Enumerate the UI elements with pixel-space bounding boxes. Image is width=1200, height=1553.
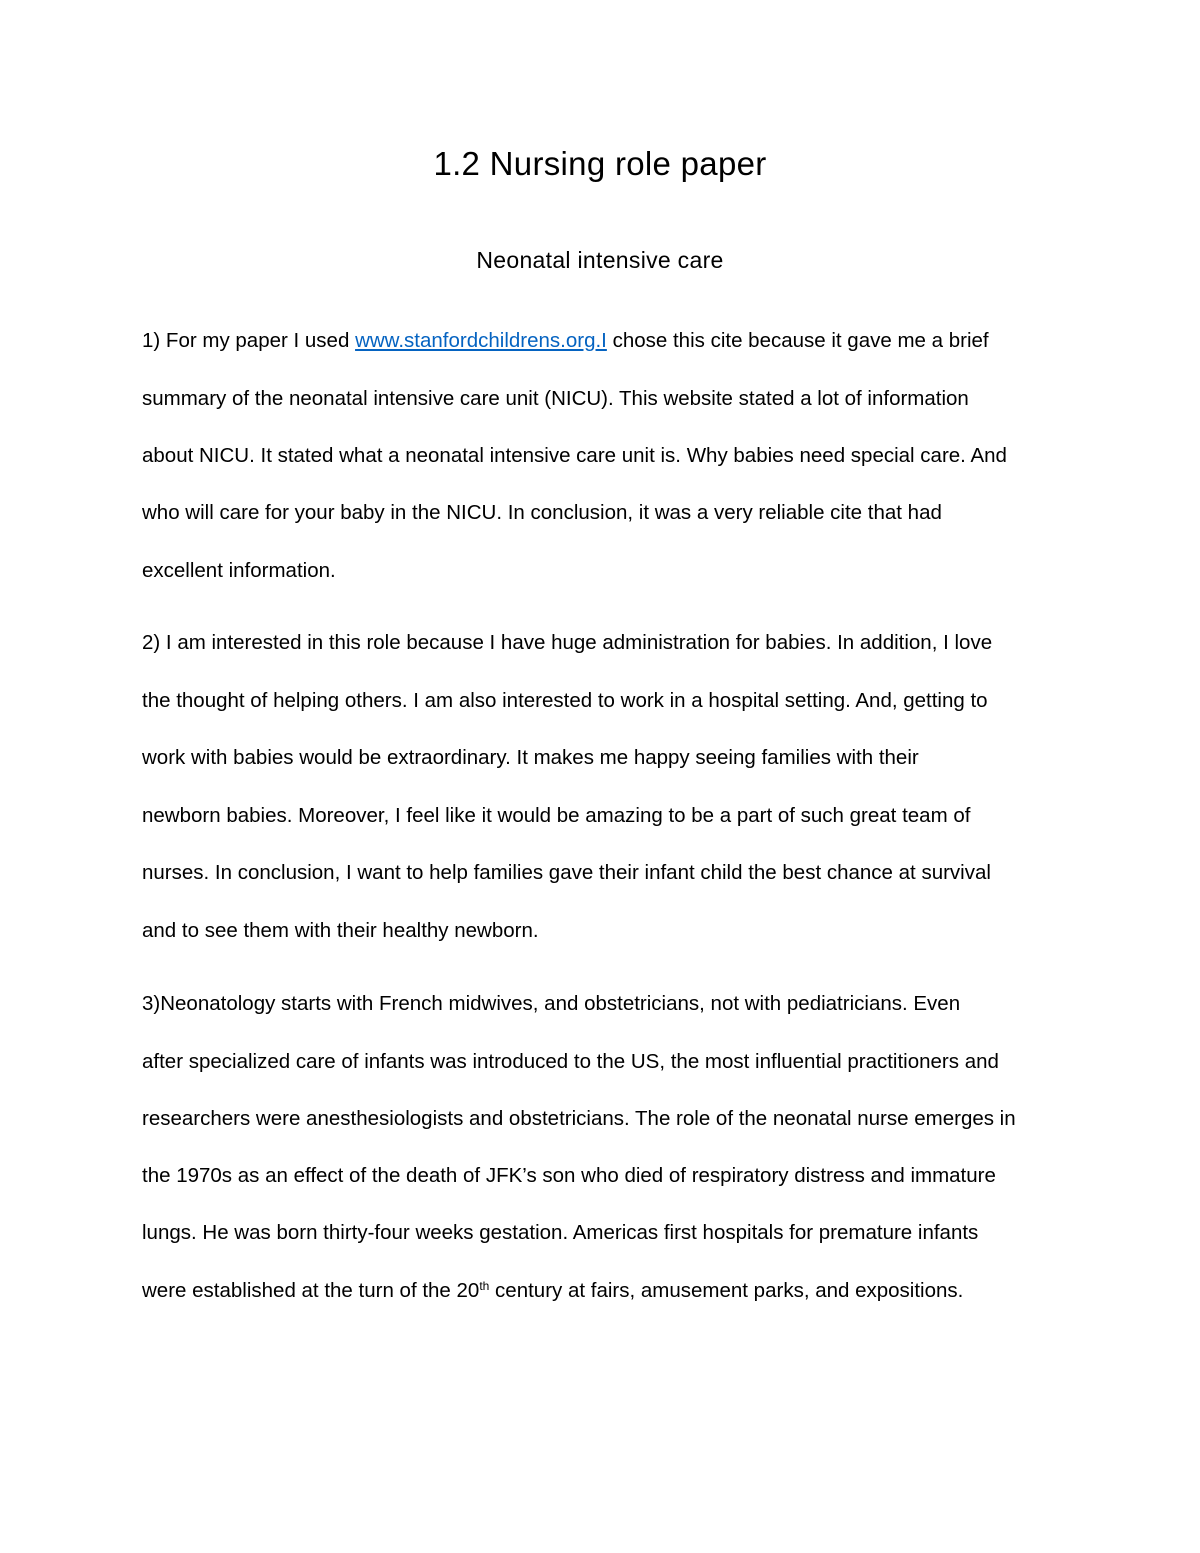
paragraph-2-line-1: 2) I am interested in this role because I have huge administration for babies. In addition, I love <box>142 631 993 654</box>
paragraph-2-line-6: and to see them with their healthy newborn. <box>142 919 539 942</box>
document-subtitle: Neonatal intensive care <box>476 247 724 273</box>
paragraph-2-line-2: the thought of helping others. I am also interested to work in a hospital setting. And, getting to <box>142 689 988 712</box>
paragraph-3-last-before: were established at the turn of the 20 <box>142 1279 480 1302</box>
paragraph-3-line-6 <box>142 1276 963 1306</box>
ordinal-superscript: th <box>479 1279 490 1293</box>
paragraph-1-line-4: who will care for your baby in the NICU. In conclusion, it was a very reliable cite that had <box>142 501 942 524</box>
paragraph-1-line-5: excellent information. <box>142 559 336 582</box>
paragraph-2-line-4: newborn babies. Moreover, I feel like it would be amazing to be a part of such great team of <box>142 804 971 827</box>
paragraph-3-line-4: the 1970s as an effect of the death of JFK’s son who died of respiratory distress and immature <box>142 1164 996 1187</box>
paragraph-1-line-1 <box>142 326 989 356</box>
paragraph-1-line-3: about NICU. It stated what a neonatal intensive care unit is. Why babies need special care. And <box>142 444 1007 467</box>
source-link[interactable]: www.stanfordchildrens.org.I <box>355 329 607 352</box>
document-title: 1.2 Nursing role paper <box>433 145 767 182</box>
paragraph-3-last-after: century at fairs, amusement parks, and expositions. <box>489 1279 964 1302</box>
paragraph-1-line-2: summary of the neonatal intensive care unit (NICU). This website stated a lot of information <box>142 387 969 410</box>
paragraph-3-line-1: 3)Neonatology starts with French midwives, and obstetricians, not with pediatricians. Even <box>142 992 961 1015</box>
paragraph-3-line-2: after specialized care of infants was introduced to the US, the most influential practitioners and <box>142 1050 999 1073</box>
paragraph-3-line-3: researchers were anesthesiologists and obstetricians. The role of the neonatal nurse emerges in <box>142 1107 1016 1130</box>
paragraph-2-line-5: nurses. In conclusion, I want to help families gave their infant child the best chance at survival <box>142 861 991 884</box>
paragraph-1-intro: 1) For my paper I used <box>142 329 356 352</box>
paragraph-1-rest: chose this cite because it gave me a brief <box>606 329 989 352</box>
paragraph-2-line-3: work with babies would be extraordinary. It makes me happy seeing families with their <box>142 746 919 769</box>
paragraph-3-line-5: lungs. He was born thirty-four weeks gestation. Americas first hospitals for premature infants <box>142 1221 979 1244</box>
